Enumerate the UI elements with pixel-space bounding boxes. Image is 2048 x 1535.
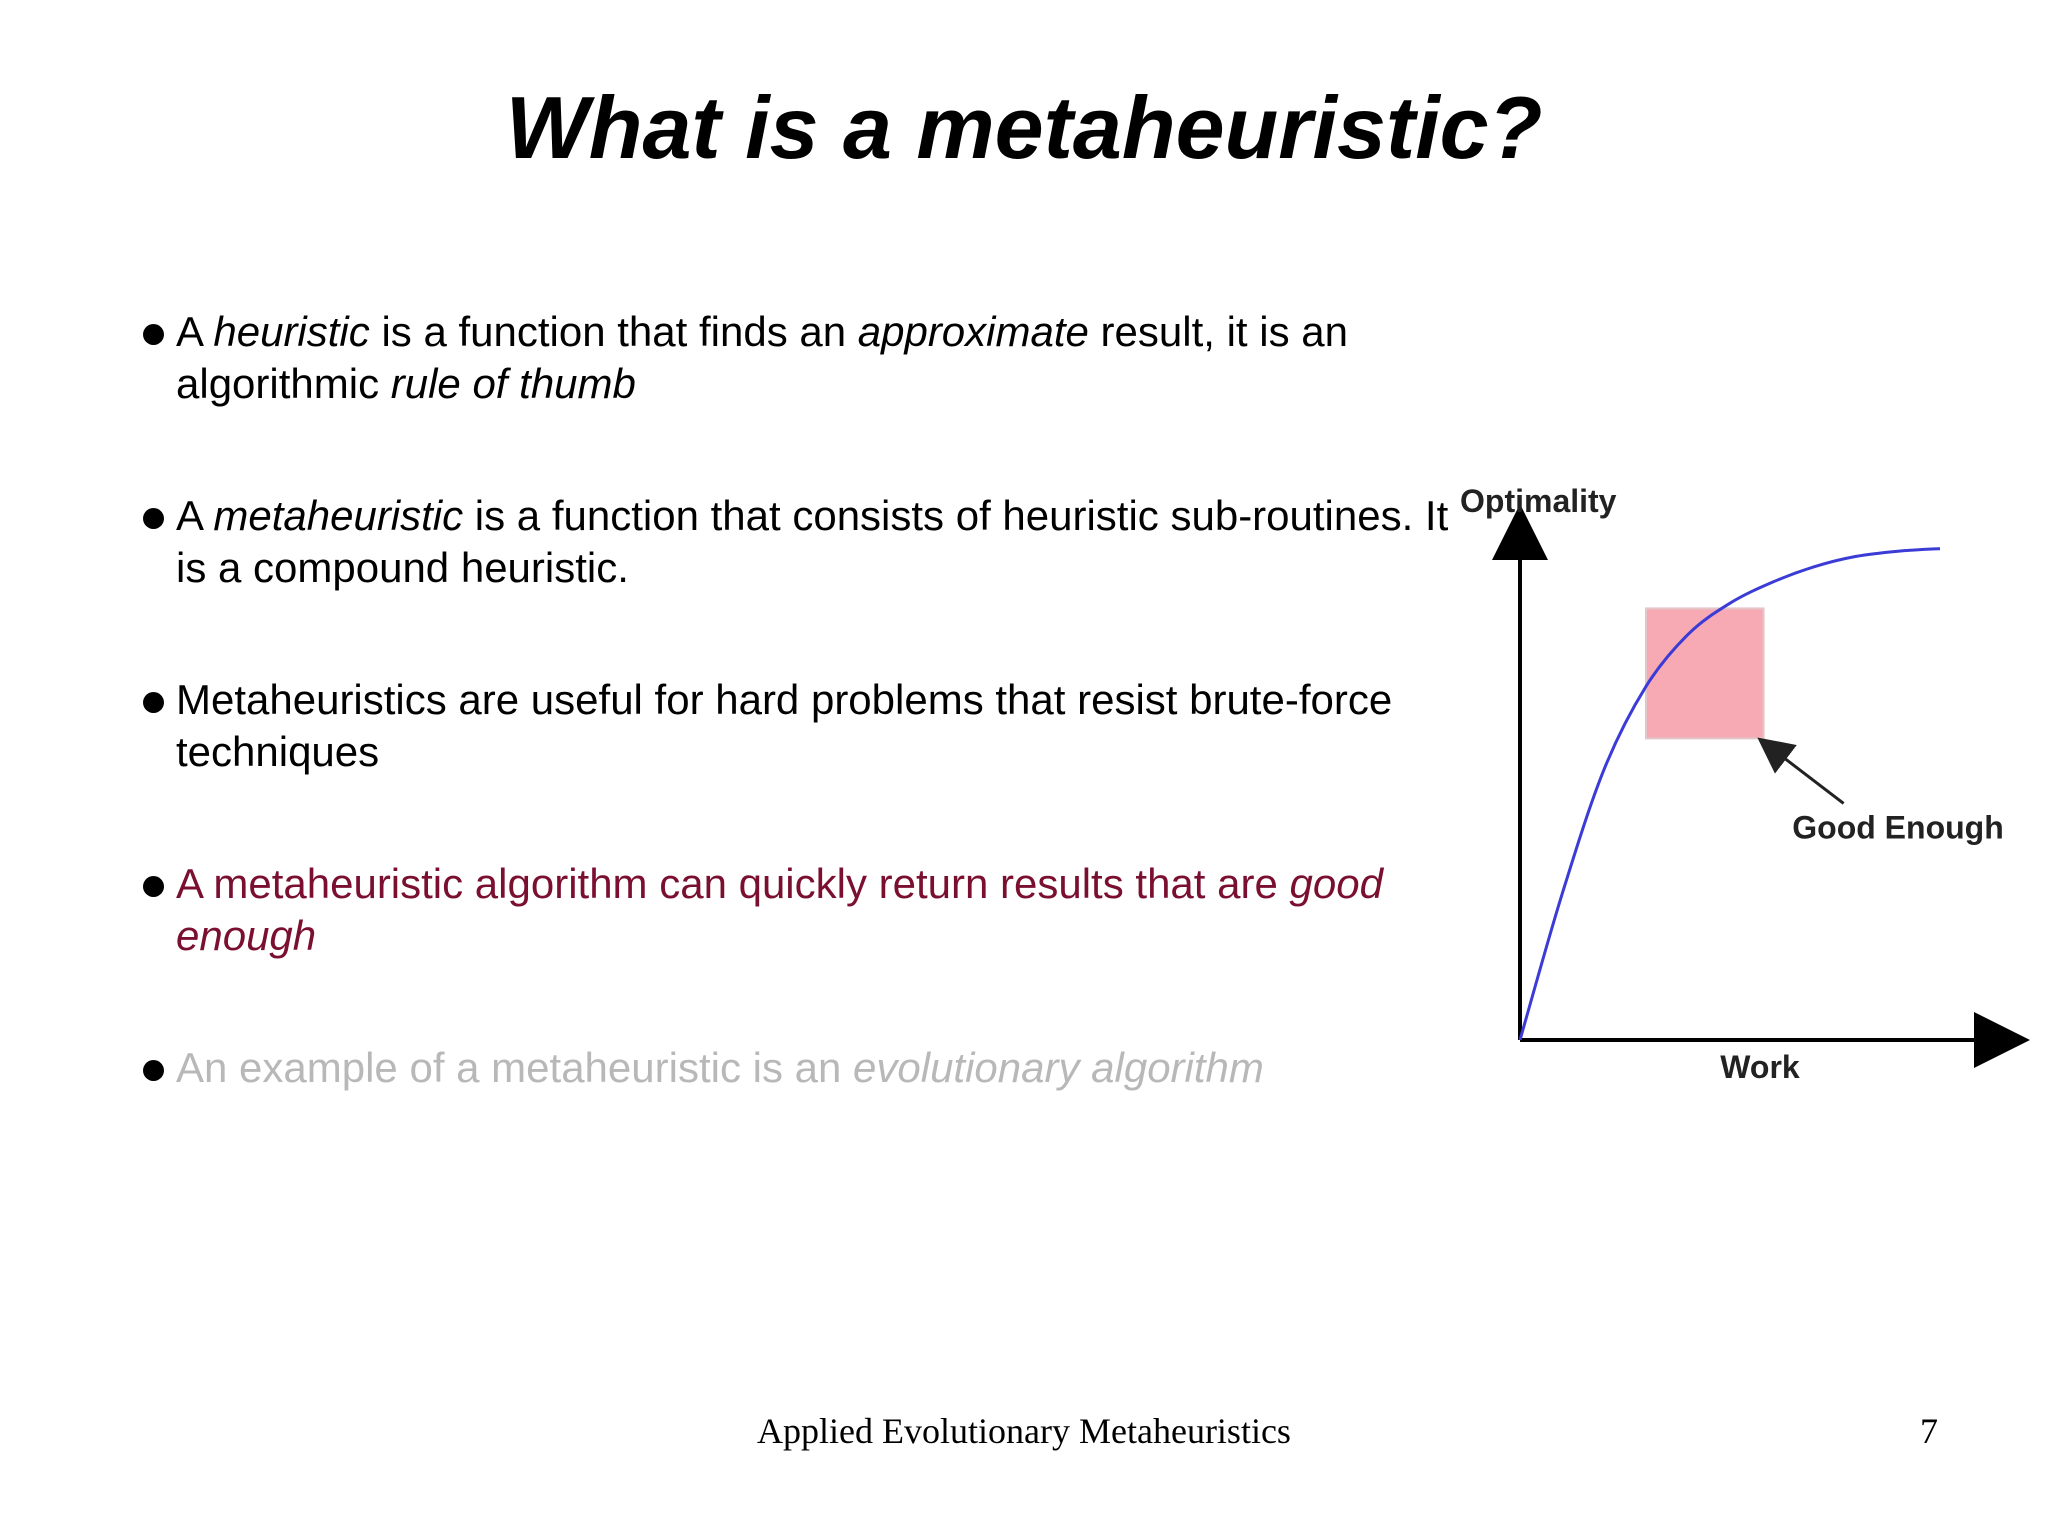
page-number: 7	[1920, 1411, 1938, 1451]
bullet-text: is a function that finds an	[369, 308, 858, 355]
bullet-text: result, it is an algorithmic	[176, 308, 1348, 407]
bullet-dot	[143, 508, 164, 529]
bullet-hard-problems	[140, 674, 1460, 778]
good-enough-region	[1646, 608, 1764, 738]
bullet-emphasis: evolutionary algorithm	[853, 1044, 1264, 1091]
bullet-emphasis: metaheuristic	[213, 492, 464, 539]
bullet-emphasis: approximate	[857, 308, 1089, 355]
annotation-arrow	[1772, 748, 1844, 803]
bullet-text: An example of a metaheuristic is an	[176, 1044, 854, 1091]
bullet-list	[140, 306, 1460, 1174]
bullet-text: A metaheuristic algorithm can quickly return results that are	[176, 860, 1290, 907]
bullet-dot	[143, 692, 164, 713]
footer-title: Applied Evolutionary Metaheuristics	[757, 1411, 1291, 1451]
bullet-good-enough	[140, 858, 1460, 962]
good-enough-label: Good Enough	[1792, 809, 2004, 846]
bullet-evolutionary	[140, 1042, 1460, 1094]
bullet-dot	[143, 324, 164, 345]
bullet-dot	[143, 1060, 164, 1081]
slide-title: What is a metaheuristic?	[505, 78, 1543, 177]
bullet-text: A	[176, 308, 214, 355]
bullet-dot	[143, 876, 164, 897]
bullet-text: is a function that consists of heuristic sub-routines. It is a compound heuristic.	[176, 492, 1449, 591]
optimality-work-chart	[1450, 470, 2030, 1090]
bullet-text: Metaheuristics are useful for hard problems that resist brute-force techniques	[176, 676, 1393, 775]
bullet-heuristic	[140, 306, 1460, 410]
y-axis-label: Optimality	[1460, 483, 1617, 519]
bullet-emphasis: good enough	[176, 860, 1383, 959]
x-axis-label: Work	[1720, 1049, 1800, 1085]
bullet-metaheuristic	[140, 490, 1460, 594]
bullet-emphasis: rule of thumb	[390, 360, 636, 407]
bullet-emphasis: heuristic	[213, 308, 370, 355]
bullet-text: A	[176, 492, 214, 539]
